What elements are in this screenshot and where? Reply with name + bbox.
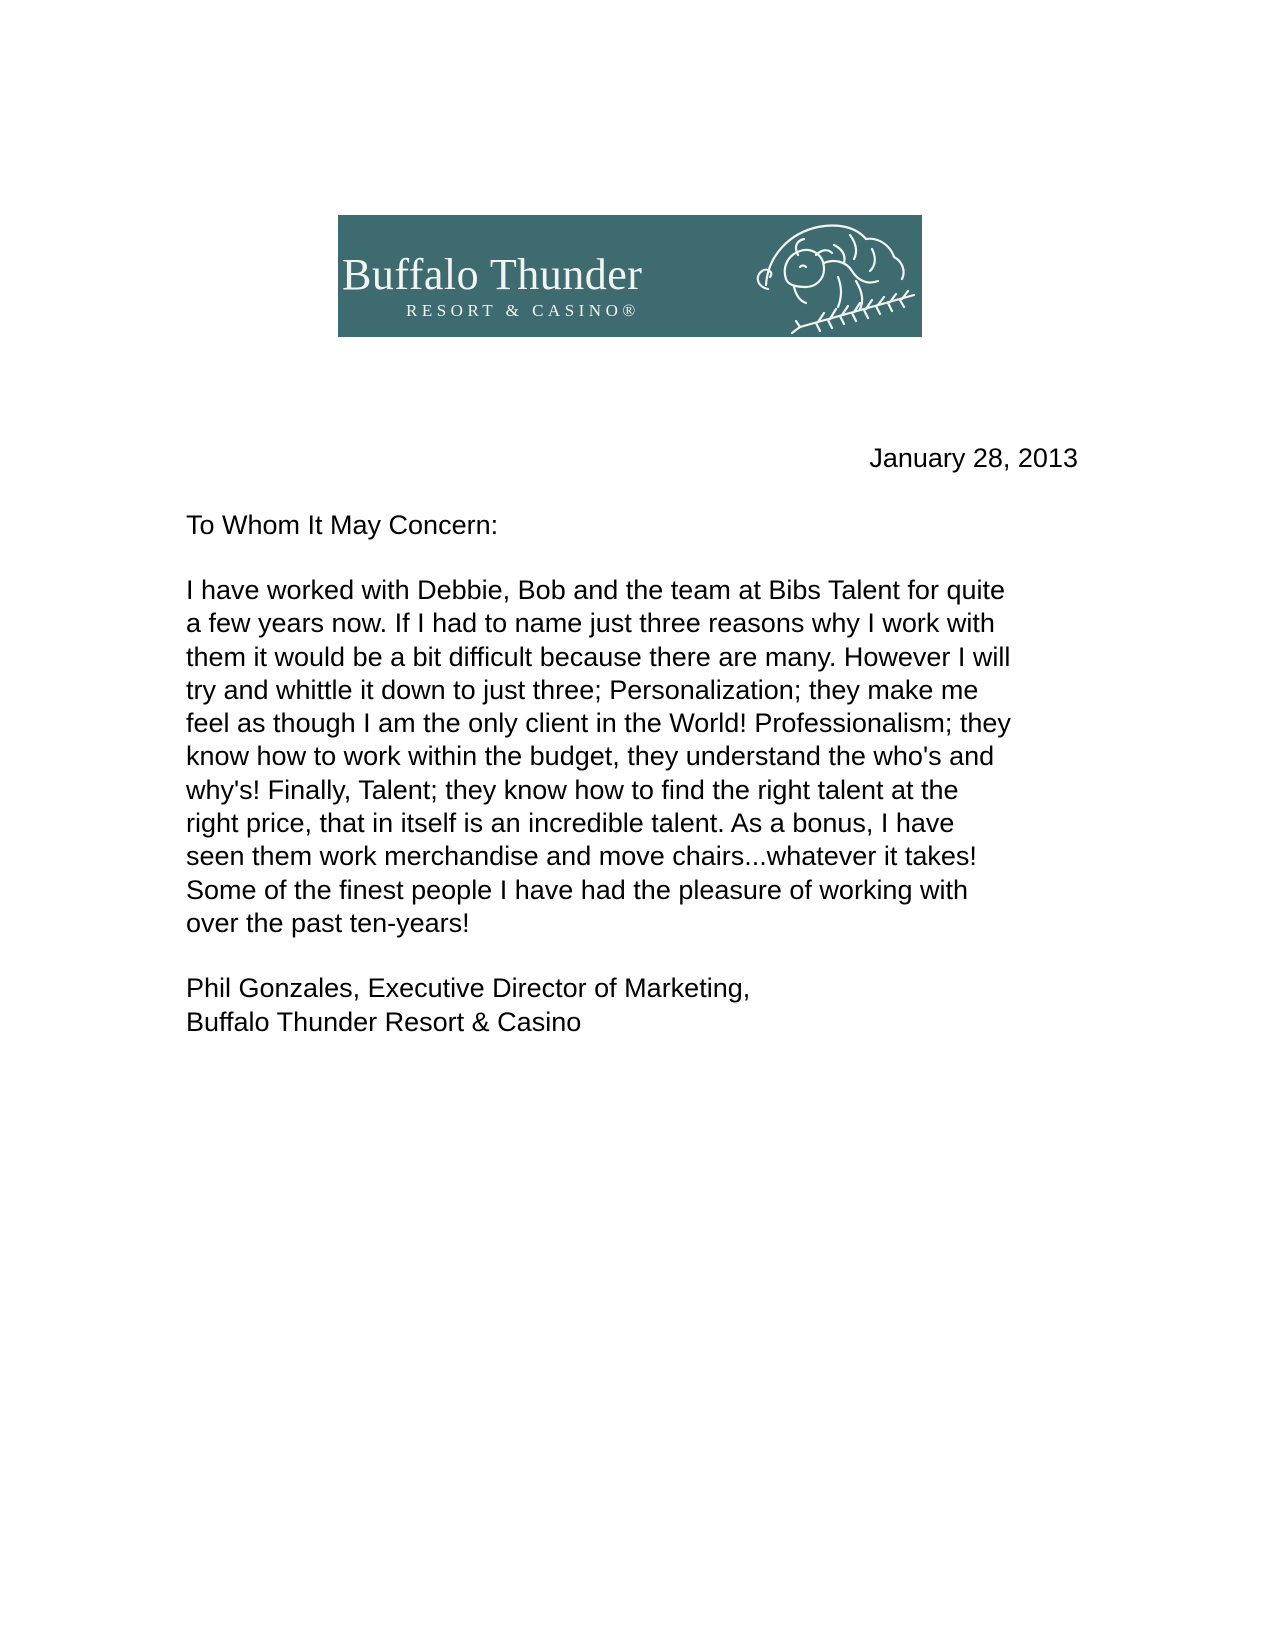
letter-greeting: To Whom It May Concern: [186,510,499,540]
letter-date: January 28, 2013 [869,443,1078,473]
logo-subtitle: RESORT & CASINO® [406,301,640,320]
body-line: seen them work merchandise and move chairs...whatever it takes! [186,841,977,872]
signature-organization: Buffalo Thunder Resort & Casino [186,1006,582,1037]
signature-name-title: Phil Gonzales, Executive Director of Marketing, [186,973,751,1003]
body-line: Some of the finest people I have had the pleasure of working with [186,874,968,905]
body-line: try and whittle it down to just three; Personalization; they make me [186,674,979,705]
body-line: feel as though I am the only client in the World! Professionalism; they [186,708,1011,739]
body-line: over the past ten-years! [186,907,470,938]
buffalo-icon [738,215,922,337]
body-line: them it would be a bit difficult because there are many. However I will [186,641,1011,672]
body-line: know how to work within the budget, they understand the who's and [186,741,995,772]
body-line: why's! Finally, Talent; they know how to find the right talent at the [186,774,959,805]
letter-body [186,574,1086,940]
body-line: a few years now. If I had to name just three reasons why I work with [186,608,995,639]
logo-name: Buffalo Thunder [342,250,643,299]
letter-signature [186,972,750,1039]
body-line: I have worked with Debbie, Bob and the team at Bibs Talent for quite [186,575,1005,605]
company-logo [338,215,922,337]
body-line: right price, that in itself is an incredible talent. As a bonus, I have [186,808,955,839]
